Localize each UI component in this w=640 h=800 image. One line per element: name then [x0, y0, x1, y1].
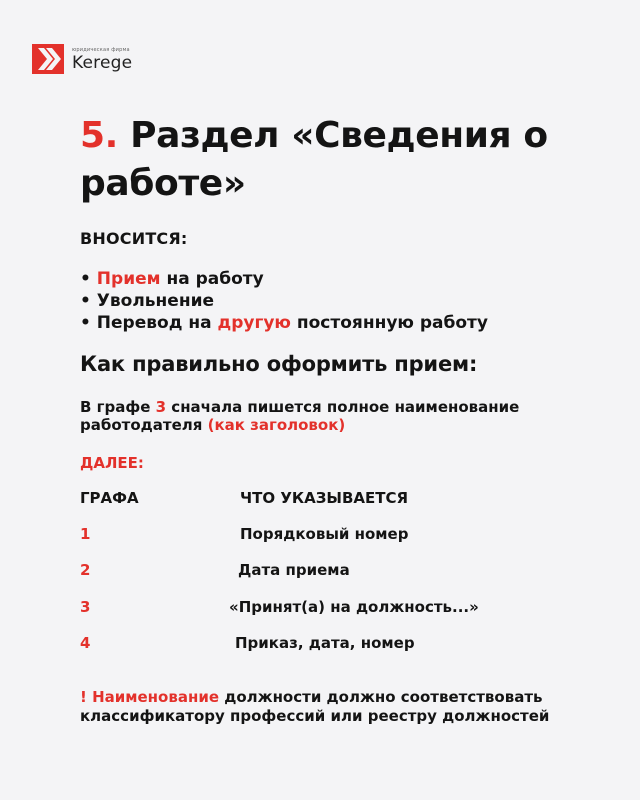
bullet-item: • Перевод на другую постоянную работу: [80, 313, 488, 333]
table-row-number: 3: [80, 598, 91, 616]
logo-name: Kerege: [72, 52, 133, 73]
kerege-chevrons-icon: [32, 44, 64, 74]
intro-paragraph: [80, 398, 600, 434]
footnote-highlight: ! Наименование: [80, 688, 220, 706]
table-row-description: Дата приема: [238, 561, 350, 579]
table-row-number: 1: [80, 525, 91, 543]
table-header-description: ЧТО УКАЗЫВАЕТСЯ: [240, 489, 409, 507]
page-title: [80, 112, 600, 208]
bullet-highlight: другую: [217, 313, 291, 333]
table-row-number: 4: [80, 634, 91, 652]
bullet-text: Перевод на: [96, 313, 218, 333]
logo: [32, 44, 132, 74]
bullet-text: Увольнение: [96, 291, 215, 311]
table-header-column: ГРАФА: [80, 489, 139, 507]
bullet-text: постоянную работу: [290, 313, 488, 333]
para-text: В графе: [80, 398, 156, 416]
logo-subtitle: юридическая фирма: [72, 46, 130, 53]
bullet-item: • Увольнение: [80, 291, 215, 311]
table-row-description: Приказ, дата, номер: [235, 634, 415, 652]
section-subtitle: Как правильно оформить прием:: [80, 352, 478, 376]
para-highlight: (как заголовок): [207, 416, 346, 434]
bullet-item: • Прием на работу: [80, 269, 264, 289]
table-row-description: Порядковый номер: [240, 525, 409, 543]
para-text: сначала пишется полное наименование работодателя: [80, 398, 520, 434]
bullet-highlight: Прием: [96, 269, 161, 289]
bullet-list: [80, 268, 488, 334]
footnote: [80, 688, 610, 726]
para-number: 3: [155, 398, 167, 416]
entered-label: ВНОСИТСЯ:: [80, 229, 188, 248]
title-text: Раздел «Сведения о работе»: [80, 115, 548, 204]
title-number: 5.: [80, 115, 118, 156]
footnote-text: должности должно соответствовать классификатору профессий или реестру должностей: [80, 688, 550, 725]
bullet-text: на работу: [160, 269, 264, 289]
table-row-description: «Принят(а) на должность...»: [229, 598, 479, 616]
table-row-number: 2: [80, 561, 91, 579]
next-label: ДАЛЕЕ:: [80, 454, 144, 472]
